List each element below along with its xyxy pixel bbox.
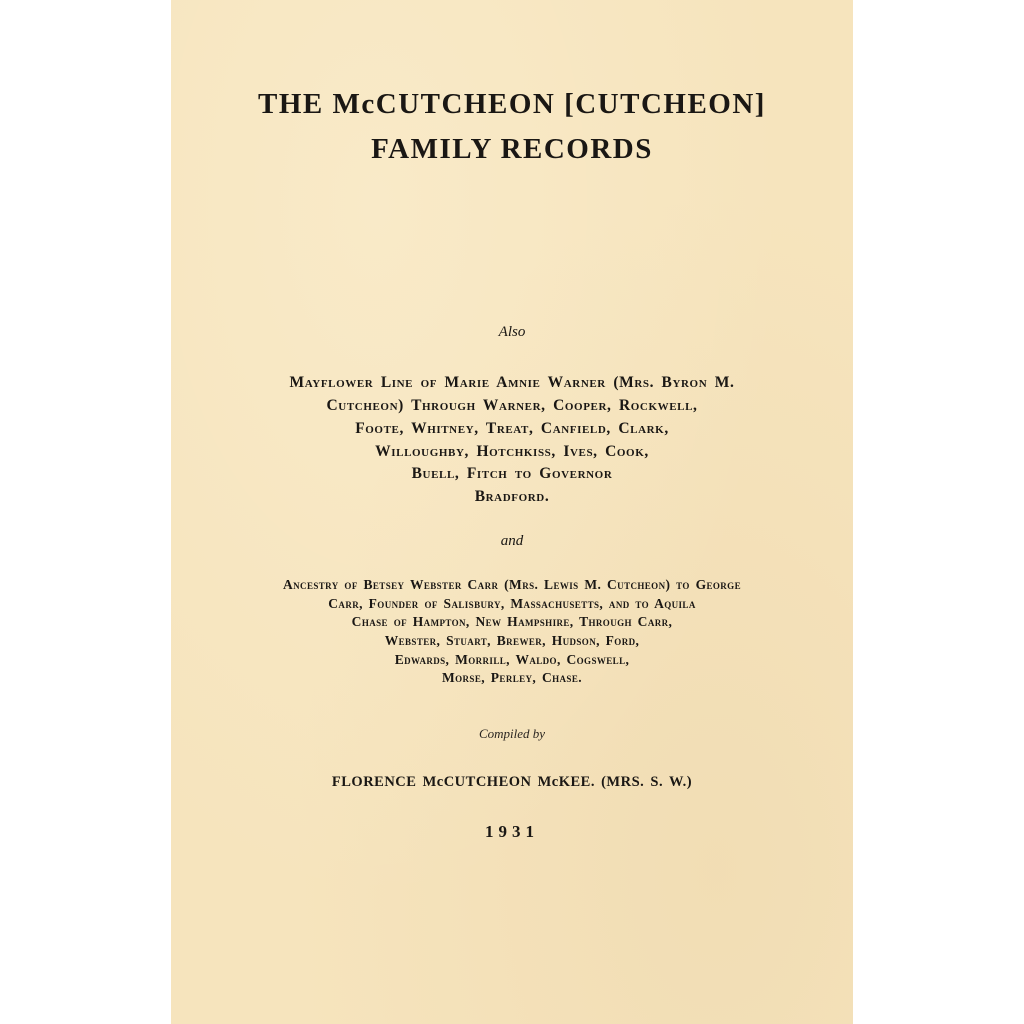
book-title-line-1: THE McCUTCHEON [CUTCHEON] [258, 88, 766, 120]
mayflower-line-3: Foote, Whitney, Treat, Canfield, Clark, [355, 420, 669, 437]
mayflower-line-6: Bradford. [474, 488, 550, 505]
also-label: Also [498, 324, 526, 340]
mayflower-line-5: Buell, Fitch to Governor [411, 465, 613, 482]
mayflower-line-4: Willoughby, Hotchkiss, Ives, Cook, [375, 443, 649, 460]
ancestry-line-2: Carr, Founder of Salisbury, Massachusetts, and to Aquila [328, 596, 696, 611]
and-label: and [500, 533, 524, 549]
ancestry-line-1: Ancestry of Betsey Webster Carr (Mrs. Lewis M. Cutcheon) to George [283, 577, 741, 592]
ancestry-line-3: Chase of Hampton, New Hampshire, Through Carr, [351, 614, 673, 629]
author-name: FLORENCE McCUTCHEON McKEE. (MRS. S. W.) [331, 774, 693, 790]
ancestry-line-6: Morse, Perley, Chase. [441, 670, 583, 685]
mayflower-line-1: Mayflower Line of Marie Amnie Warner (Mrs. Byron M. [289, 374, 735, 391]
compiled-by-label: Compiled by [478, 726, 546, 741]
publication-year: 1931 [485, 822, 539, 841]
book-title-line-2: FAMILY RECORDS [371, 133, 653, 165]
ancestry-line-4: Webster, Stuart, Brewer, Hudson, Ford, [384, 633, 640, 648]
mayflower-line-2: Cutcheon) Through Warner, Cooper, Rockwell, [326, 397, 698, 414]
title-page [171, 0, 853, 1024]
ancestry-line-5: Edwards, Morrill, Waldo, Cogswell, [394, 652, 630, 667]
